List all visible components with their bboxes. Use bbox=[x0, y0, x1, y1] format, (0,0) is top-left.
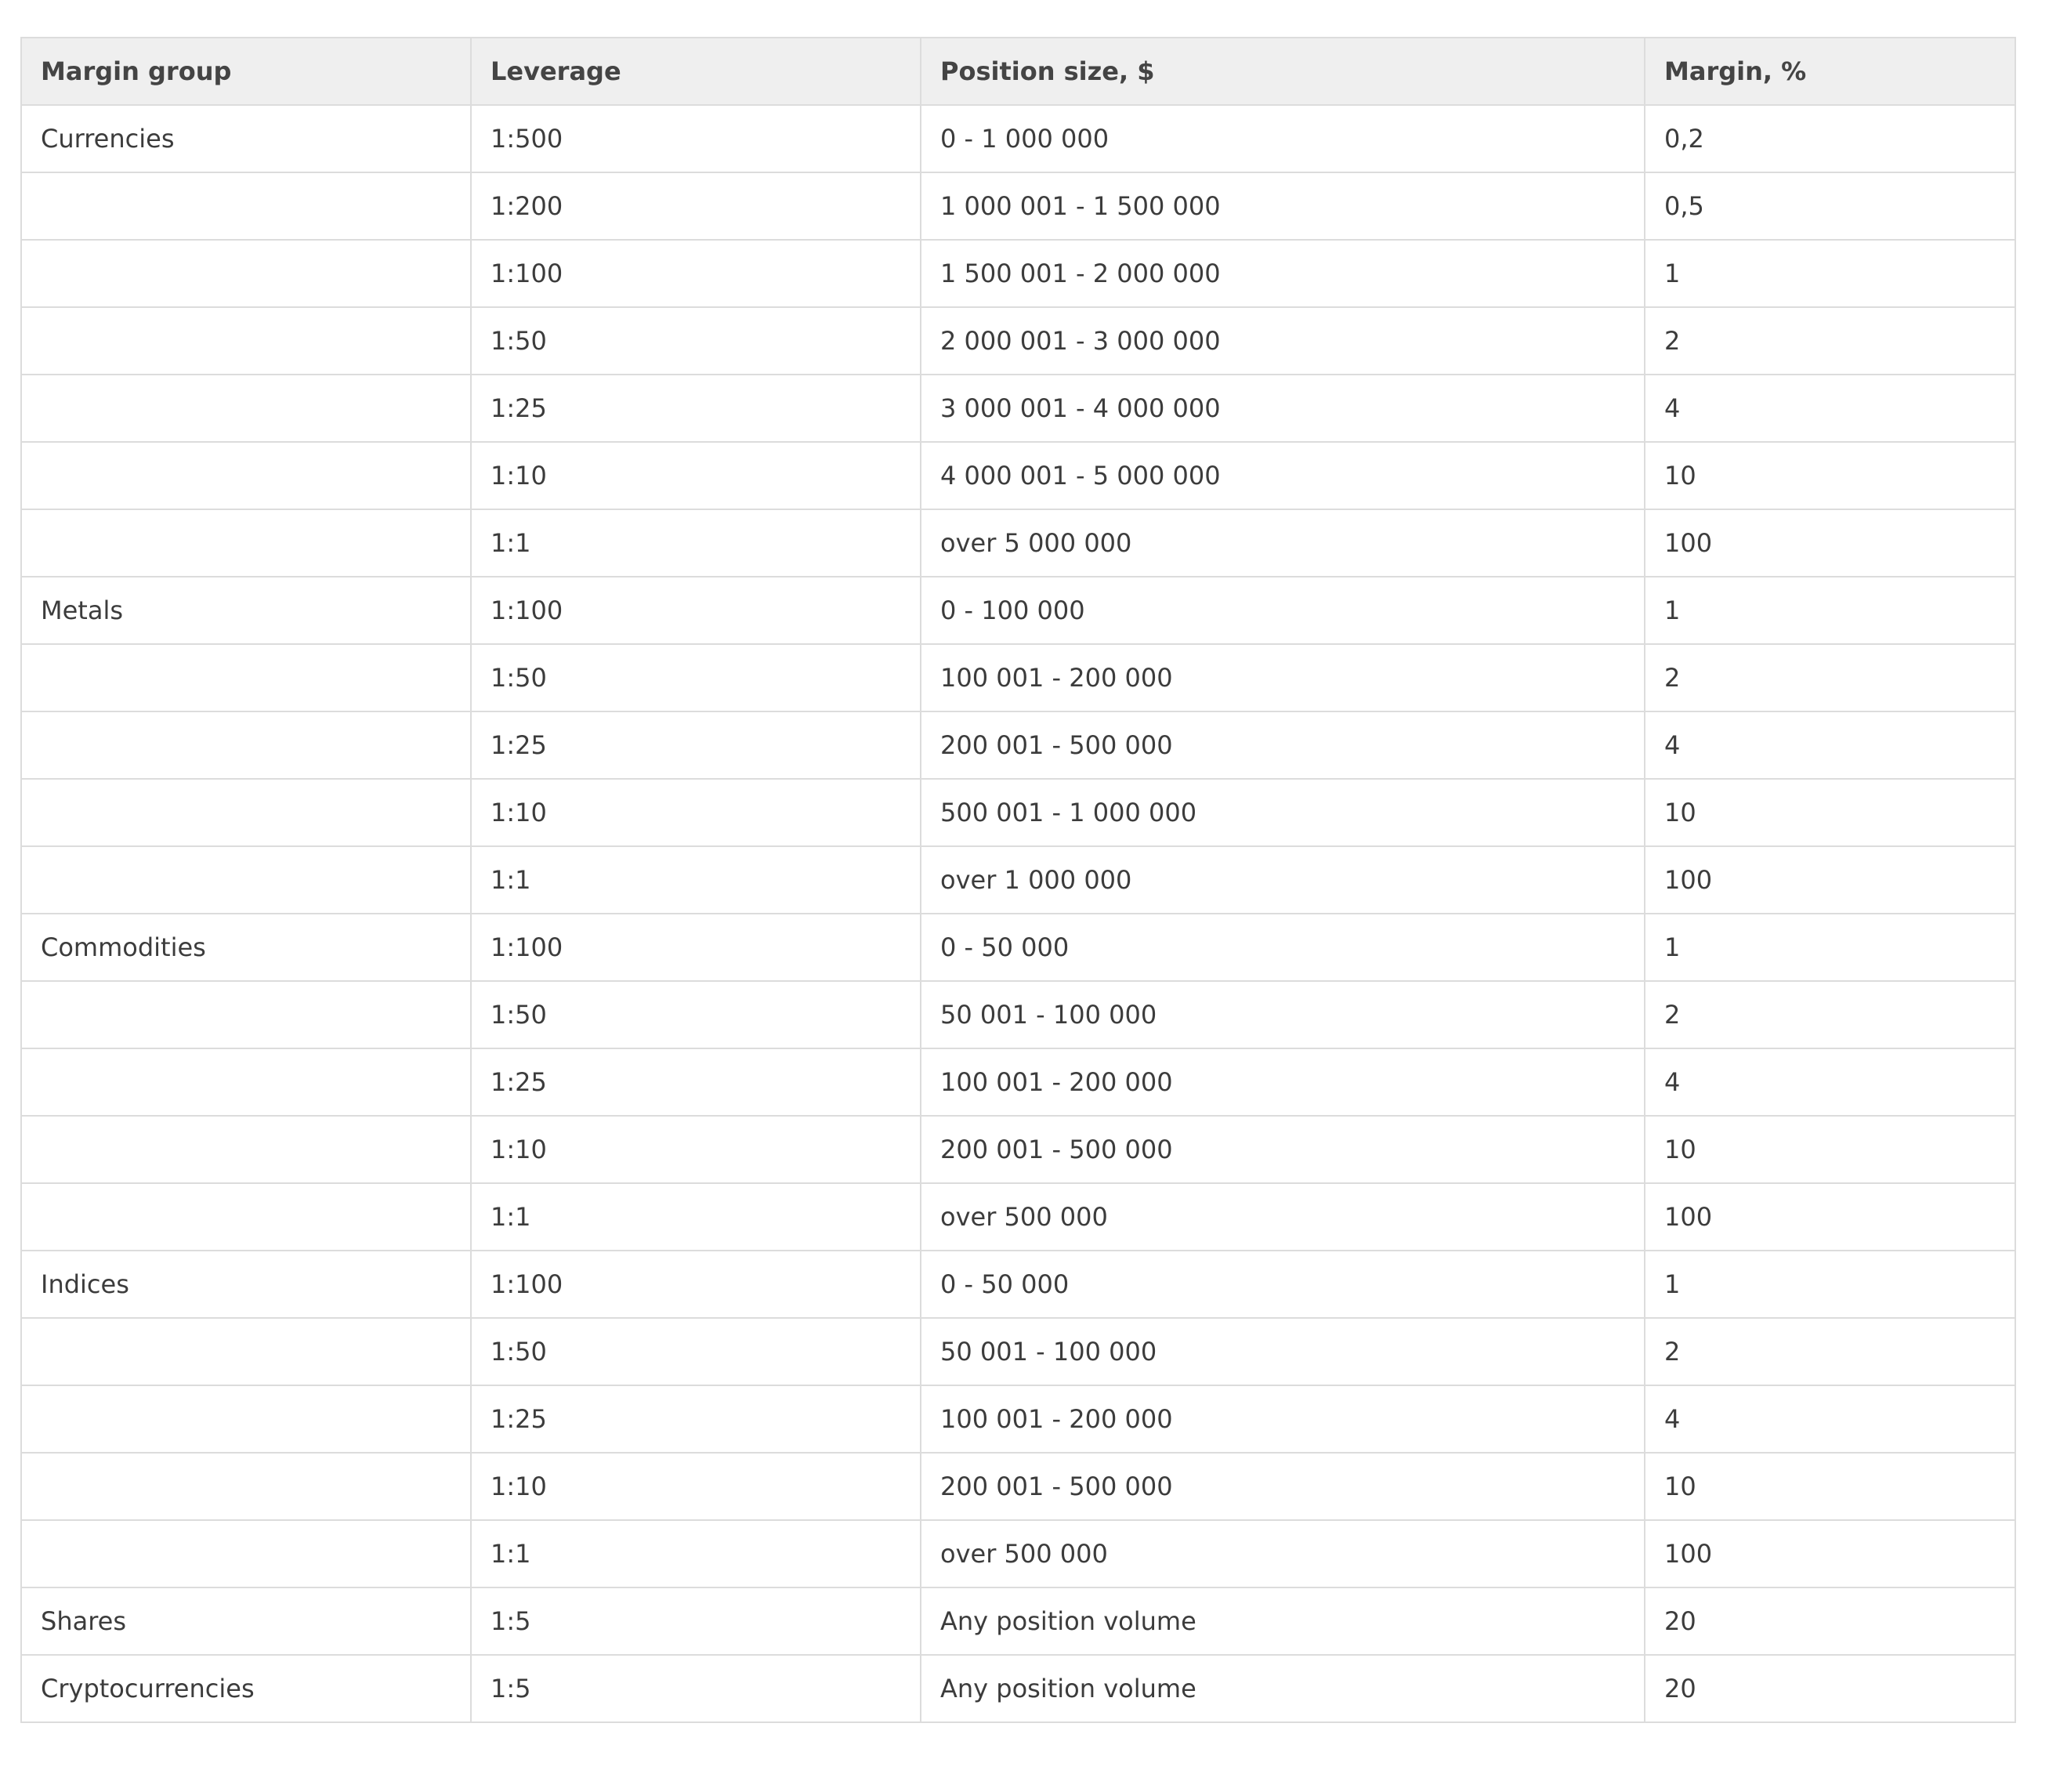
table-row bbox=[21, 1183, 2015, 1251]
table-row bbox=[21, 1453, 2015, 1520]
cell-leverage: 1:10 bbox=[471, 442, 921, 509]
cell-leverage: 1:25 bbox=[471, 1048, 921, 1116]
cell-leverage: 1:100 bbox=[471, 914, 921, 981]
cell-margin-group bbox=[21, 509, 471, 577]
cell-position-size: over 500 000 bbox=[921, 1520, 1645, 1587]
cell-margin-group bbox=[21, 1183, 471, 1251]
cell-position-size: 200 001 - 500 000 bbox=[921, 711, 1645, 779]
cell-leverage: 1:1 bbox=[471, 1183, 921, 1251]
table-row bbox=[21, 442, 2015, 509]
cell-margin-group bbox=[21, 1318, 471, 1385]
cell-leverage: 1:1 bbox=[471, 846, 921, 914]
cell-leverage: 1:100 bbox=[471, 577, 921, 644]
cell-position-size: 2 000 001 - 3 000 000 bbox=[921, 307, 1645, 375]
cell-margin-group bbox=[21, 846, 471, 914]
cell-leverage: 1:10 bbox=[471, 1116, 921, 1183]
cell-position-size: 200 001 - 500 000 bbox=[921, 1116, 1645, 1183]
cell-margin-percent: 2 bbox=[1645, 1318, 2015, 1385]
table-row bbox=[21, 1520, 2015, 1587]
cell-margin-group: Indices bbox=[21, 1251, 471, 1318]
table-header bbox=[21, 38, 2015, 105]
cell-leverage: 1:500 bbox=[471, 105, 921, 172]
header-row bbox=[21, 38, 2015, 105]
cell-position-size: 0 - 1 000 000 bbox=[921, 105, 1645, 172]
cell-margin-percent: 4 bbox=[1645, 711, 2015, 779]
cell-position-size: over 1 000 000 bbox=[921, 846, 1645, 914]
cell-margin-group: Cryptocurrencies bbox=[21, 1655, 471, 1722]
header-margin-percent: Margin, % bbox=[1645, 38, 2015, 105]
cell-margin-group bbox=[21, 779, 471, 846]
cell-margin-group bbox=[21, 442, 471, 509]
cell-margin-group bbox=[21, 1048, 471, 1116]
cell-position-size: 0 - 50 000 bbox=[921, 914, 1645, 981]
table-row bbox=[21, 172, 2015, 240]
table-row bbox=[21, 375, 2015, 442]
cell-position-size: 100 001 - 200 000 bbox=[921, 1048, 1645, 1116]
table-row bbox=[21, 1655, 2015, 1722]
table-row bbox=[21, 307, 2015, 375]
cell-margin-group bbox=[21, 981, 471, 1048]
table-row bbox=[21, 1251, 2015, 1318]
cell-position-size: 0 - 100 000 bbox=[921, 577, 1645, 644]
cell-position-size: 100 001 - 200 000 bbox=[921, 644, 1645, 711]
cell-margin-percent: 1 bbox=[1645, 577, 2015, 644]
table-row bbox=[21, 1385, 2015, 1453]
cell-margin-percent: 10 bbox=[1645, 779, 2015, 846]
table-row bbox=[21, 644, 2015, 711]
margin-requirements-table bbox=[20, 37, 2016, 1723]
header-margin-group: Margin group bbox=[21, 38, 471, 105]
cell-margin-percent: 100 bbox=[1645, 1520, 2015, 1587]
table-row bbox=[21, 1318, 2015, 1385]
cell-position-size: 3 000 001 - 4 000 000 bbox=[921, 375, 1645, 442]
cell-leverage: 1:10 bbox=[471, 779, 921, 846]
cell-leverage: 1:1 bbox=[471, 509, 921, 577]
cell-position-size: 1 500 001 - 2 000 000 bbox=[921, 240, 1645, 307]
table-row bbox=[21, 509, 2015, 577]
cell-position-size: 0 - 50 000 bbox=[921, 1251, 1645, 1318]
cell-leverage: 1:10 bbox=[471, 1453, 921, 1520]
cell-leverage: 1:50 bbox=[471, 307, 921, 375]
cell-leverage: 1:25 bbox=[471, 375, 921, 442]
cell-position-size: over 5 000 000 bbox=[921, 509, 1645, 577]
cell-leverage: 1:25 bbox=[471, 711, 921, 779]
cell-margin-group bbox=[21, 1520, 471, 1587]
cell-margin-percent: 20 bbox=[1645, 1655, 2015, 1722]
cell-margin-percent: 0,5 bbox=[1645, 172, 2015, 240]
cell-margin-group: Commodities bbox=[21, 914, 471, 981]
table-row bbox=[21, 1116, 2015, 1183]
cell-leverage: 1:50 bbox=[471, 981, 921, 1048]
cell-position-size: over 500 000 bbox=[921, 1183, 1645, 1251]
table-row bbox=[21, 105, 2015, 172]
cell-margin-group: Shares bbox=[21, 1587, 471, 1655]
cell-leverage: 1:5 bbox=[471, 1655, 921, 1722]
table-row bbox=[21, 846, 2015, 914]
cell-position-size: Any position volume bbox=[921, 1587, 1645, 1655]
cell-margin-group bbox=[21, 644, 471, 711]
cell-margin-percent: 10 bbox=[1645, 1116, 2015, 1183]
cell-margin-percent: 2 bbox=[1645, 981, 2015, 1048]
cell-margin-group bbox=[21, 711, 471, 779]
cell-position-size: 100 001 - 200 000 bbox=[921, 1385, 1645, 1453]
cell-leverage: 1:5 bbox=[471, 1587, 921, 1655]
cell-leverage: 1:200 bbox=[471, 172, 921, 240]
table-row bbox=[21, 240, 2015, 307]
cell-margin-group: Currencies bbox=[21, 105, 471, 172]
cell-margin-group bbox=[21, 1116, 471, 1183]
cell-margin-percent: 10 bbox=[1645, 442, 2015, 509]
table-row bbox=[21, 711, 2015, 779]
cell-position-size: 4 000 001 - 5 000 000 bbox=[921, 442, 1645, 509]
cell-margin-percent: 1 bbox=[1645, 240, 2015, 307]
cell-position-size: 200 001 - 500 000 bbox=[921, 1453, 1645, 1520]
cell-margin-percent: 4 bbox=[1645, 1048, 2015, 1116]
cell-leverage: 1:25 bbox=[471, 1385, 921, 1453]
table-row bbox=[21, 1048, 2015, 1116]
cell-margin-percent: 100 bbox=[1645, 846, 2015, 914]
cell-position-size: 50 001 - 100 000 bbox=[921, 1318, 1645, 1385]
cell-margin-percent: 1 bbox=[1645, 914, 2015, 981]
table-row bbox=[21, 1587, 2015, 1655]
cell-leverage: 1:1 bbox=[471, 1520, 921, 1587]
table-row bbox=[21, 914, 2015, 981]
cell-leverage: 1:100 bbox=[471, 240, 921, 307]
cell-margin-percent: 4 bbox=[1645, 1385, 2015, 1453]
cell-position-size: 1 000 001 - 1 500 000 bbox=[921, 172, 1645, 240]
cell-position-size: 500 001 - 1 000 000 bbox=[921, 779, 1645, 846]
table-row bbox=[21, 981, 2015, 1048]
cell-margin-percent: 2 bbox=[1645, 307, 2015, 375]
cell-leverage: 1:50 bbox=[471, 644, 921, 711]
cell-leverage: 1:50 bbox=[471, 1318, 921, 1385]
table-row bbox=[21, 577, 2015, 644]
cell-margin-percent: 4 bbox=[1645, 375, 2015, 442]
table-body bbox=[21, 105, 2015, 1722]
margin-requirements-table-container bbox=[20, 37, 2016, 1723]
header-leverage: Leverage bbox=[471, 38, 921, 105]
cell-margin-percent: 100 bbox=[1645, 509, 2015, 577]
cell-margin-group bbox=[21, 375, 471, 442]
cell-margin-percent: 20 bbox=[1645, 1587, 2015, 1655]
header-position-size: Position size, $ bbox=[921, 38, 1645, 105]
cell-margin-group bbox=[21, 240, 471, 307]
cell-margin-percent: 1 bbox=[1645, 1251, 2015, 1318]
cell-margin-group bbox=[21, 172, 471, 240]
table-row bbox=[21, 779, 2015, 846]
cell-margin-group bbox=[21, 307, 471, 375]
cell-margin-group bbox=[21, 1385, 471, 1453]
cell-margin-group: Metals bbox=[21, 577, 471, 644]
cell-margin-percent: 0,2 bbox=[1645, 105, 2015, 172]
cell-margin-percent: 10 bbox=[1645, 1453, 2015, 1520]
cell-position-size: 50 001 - 100 000 bbox=[921, 981, 1645, 1048]
cell-position-size: Any position volume bbox=[921, 1655, 1645, 1722]
cell-leverage: 1:100 bbox=[471, 1251, 921, 1318]
cell-margin-percent: 2 bbox=[1645, 644, 2015, 711]
cell-margin-group bbox=[21, 1453, 471, 1520]
cell-margin-percent: 100 bbox=[1645, 1183, 2015, 1251]
